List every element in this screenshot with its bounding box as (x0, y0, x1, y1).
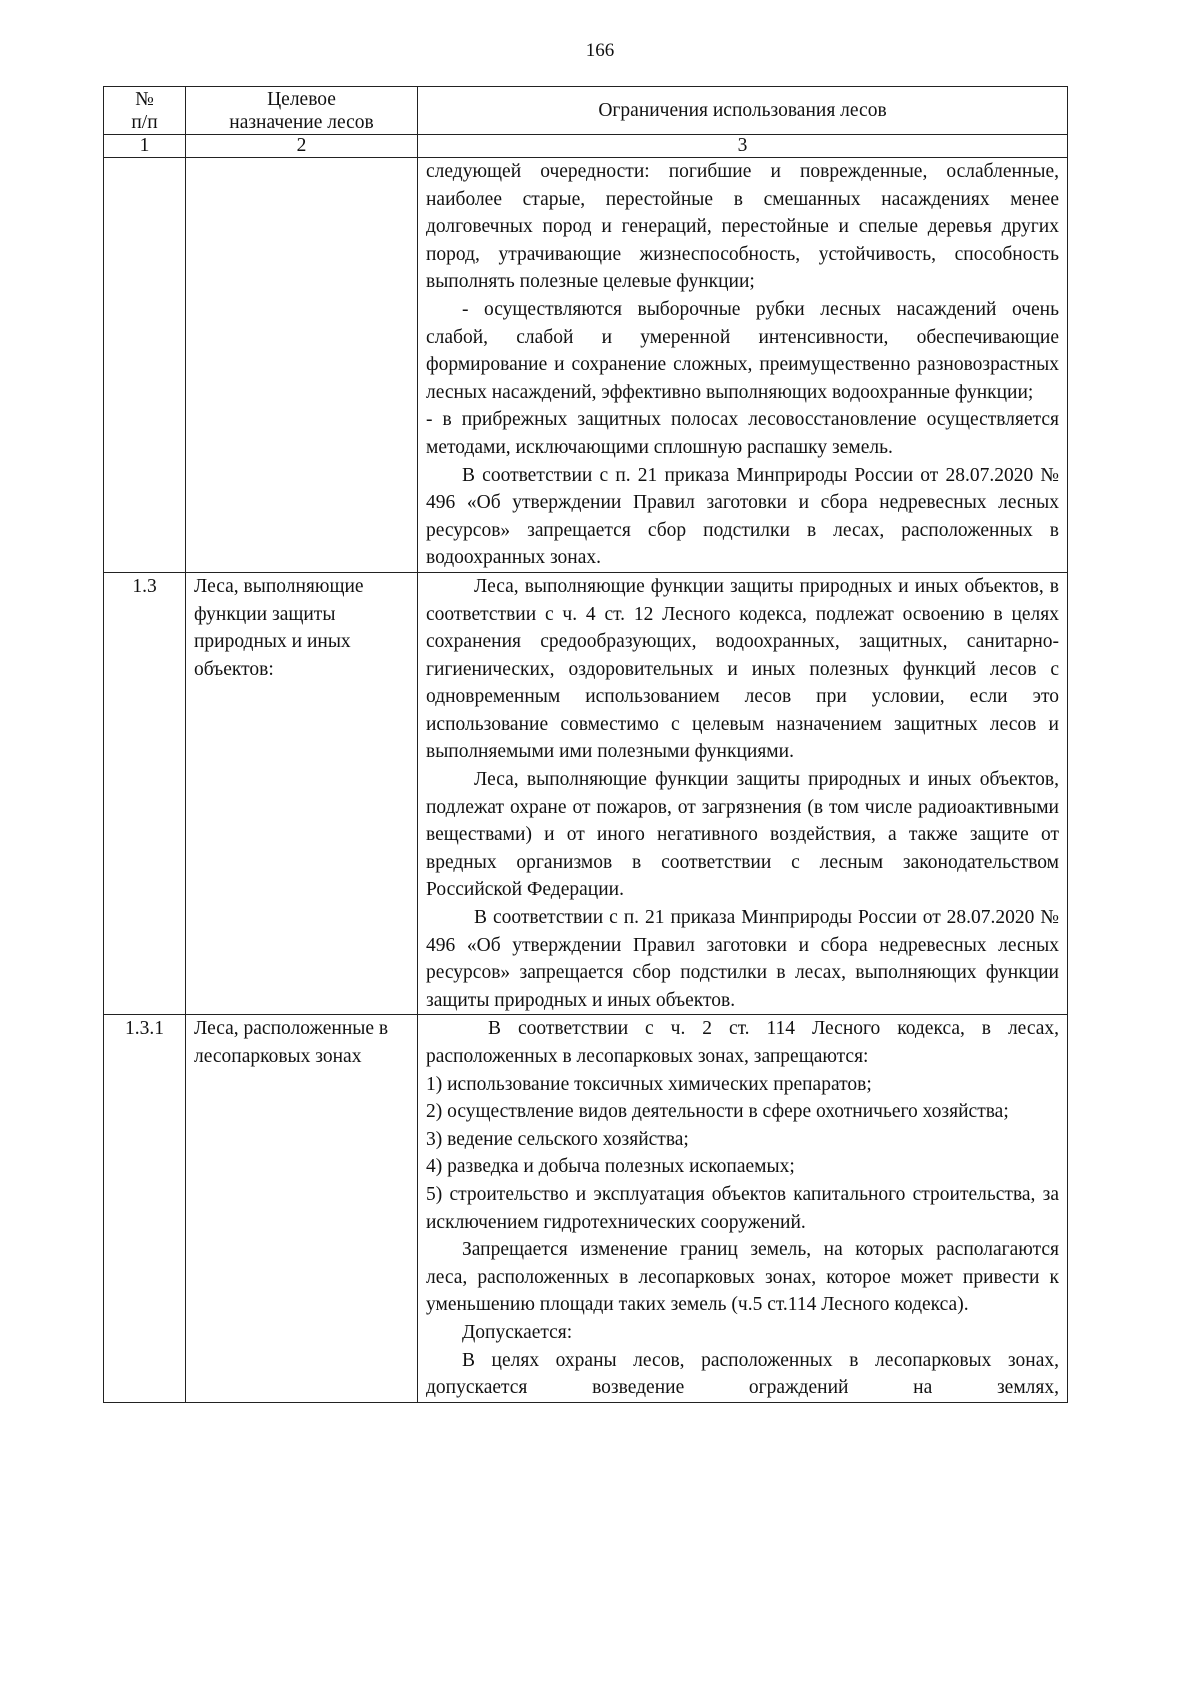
paragraph: - в прибрежных защитных полосах лесовосстановление осуществляется методами, исключающими сплошную распашку земель. (426, 409, 1059, 458)
row-number: 1.3 (104, 572, 186, 1015)
row-purpose: Леса, расположенные в лесопарковых зонах (186, 1015, 418, 1402)
column-number-row (104, 135, 1068, 158)
table-header-row (104, 87, 1068, 135)
row-purpose: Леса, выполняющие функции защиты природных и иных объектов: (186, 572, 418, 1015)
paragraph: - осуществляются выборочные рубки лесных насаждений очень слабой, слабой и умеренной интенсивности, обеспечивающие формирование и сохранение сложных, преимущественно разновозрастных лесных насаждений, эффективно выполняющих водоохранные функции; (426, 298, 1059, 403)
row-number: 1.3.1 (104, 1015, 186, 1402)
column-number: 3 (418, 135, 1068, 158)
column-number: 2 (186, 135, 418, 158)
paragraph: Допускается: (462, 1321, 573, 1343)
row-restrictions (418, 572, 1068, 1015)
paragraph: В соответствии с п. 21 приказа Минприроды России от 28.07.2020 № 496 «Об утверждении Правил заготовки и сбора недревесных лесных ресурсов» запрещается сбор подстилки в лесах, расположенных в водоохранных зонах. (426, 464, 1059, 569)
list-item: 1) использование токсичных химических препаратов; (426, 1073, 872, 1095)
paragraph: В соответствии с ч. 2 ст. 114 Лесного кодекса, в лесах, расположенных в лесопарковых зонах, запрещаются: (426, 1018, 1059, 1067)
column-number: 1 (104, 135, 186, 158)
paragraph: следующей очередности: погибшие и поврежденные, ослабленные, наиболее старые, перестойные в смешанных насаждениях менее долговечных пород и генераций, перестойные и спелые деревья других пород, утрачивающие жизнеспособность, устойчивость, способность выполнять полезные целевые функции; (426, 161, 1059, 293)
list-item: 4) разведка и добыча полезных ископаемых; (426, 1156, 795, 1178)
paragraph: В соответствии с п. 21 приказа Минприроды России от 28.07.2020 № 496 «Об утверждении Правил заготовки и сбора недревесных лесных ресурсов» запрещается сбор подстилки в лесах, выполняющих функции защиты природных и иных объектов. (426, 907, 1059, 1011)
row-restrictions (418, 1015, 1068, 1402)
row-number (104, 158, 186, 573)
row-purpose (186, 158, 418, 573)
paragraph: Запрещается изменение границ земель, на которых располагаются леса, расположенных в лесопарковых зонах, которое может привести к уменьшению площади таких земель (ч.5 ст.114 Лесного кодекса). (426, 1239, 1059, 1316)
list-item: 5) строительство и эксплуатация объектов капитального строительства, за исключением гидротехнических сооружений. (426, 1183, 1059, 1233)
table-row (104, 572, 1068, 1015)
table-row (104, 1015, 1068, 1402)
list-item: 3) ведение сельского хозяйства; (426, 1128, 689, 1150)
paragraph: В целях охраны лесов, расположенных в лесопарковых зонах, допускается возведение ограждений на землях, (426, 1349, 1059, 1399)
page-number: 166 (585, 40, 615, 61)
paragraph: Леса, выполняющие функции защиты природных и иных объектов, подлежат охране от пожаров, от загрязнения (в том числе радиоактивными веществами) и от иного негативного воздействия, а также защите от вредных организмов в соответствии с лесным законодательством Российской Федерации. (426, 769, 1059, 901)
row-restrictions (418, 158, 1068, 573)
forest-restrictions-table (103, 86, 1068, 1403)
header-restrictions: Ограничения использования лесов (418, 87, 1068, 135)
paragraph: Леса, выполняющие функции защиты природных и иных объектов, в соответствии с ч. 4 ст. 12 Лесного кодекса, подлежат освоению в целях сохранения средообразующих, водоохранных, защитных, санитарно-гигиенических, оздоровительных и иных полезных функций лесов с одновременным использованием лесов при условии, если это использование совместимо с целевым назначением защитных лесов и выполняемыми ими полезными функциями. (426, 575, 1059, 763)
table-row (104, 158, 1068, 573)
header-number: № п/п (104, 87, 186, 135)
header-purpose: Целевое назначение лесов (186, 87, 418, 135)
list-item: 2) осуществление видов деятельности в сфере охотничьего хозяйства; (426, 1101, 1009, 1123)
